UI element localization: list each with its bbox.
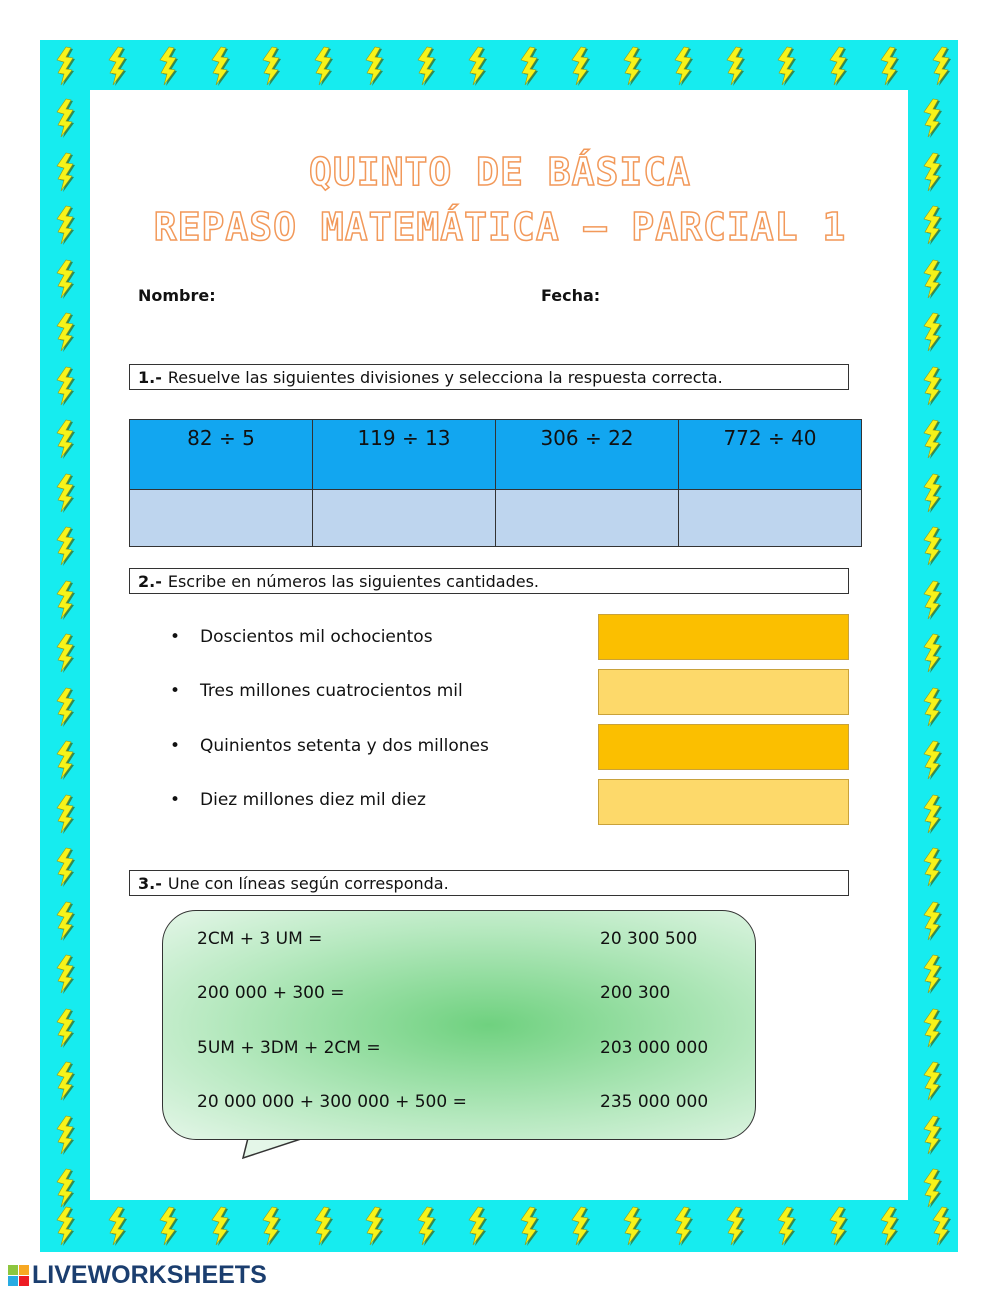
list-item: • Quinientos setenta y dos millones <box>170 736 489 756</box>
match-right[interactable]: 235 000 000 <box>600 1092 709 1112</box>
question-text: Escribe en números las siguientes cantidades. <box>167 572 539 591</box>
question-number: 3.- <box>138 874 162 893</box>
lightning-bolt-icon <box>53 98 75 138</box>
lightning-bolt-icon <box>53 152 75 192</box>
answer-select[interactable] <box>679 490 862 547</box>
lightning-bolt-icon <box>920 740 942 780</box>
lightning-bolt-icon <box>920 847 942 887</box>
lightning-bolt-icon <box>53 366 75 406</box>
lightning-bolt-icon <box>53 419 75 459</box>
answer-select[interactable] <box>496 490 679 547</box>
lightning-bolt-icon <box>53 954 75 994</box>
lightning-bolt-icon <box>774 1206 796 1246</box>
lightning-bolt-icon <box>920 794 942 834</box>
lightning-bolt-icon <box>53 205 75 245</box>
lightning-bolt-icon <box>568 1206 590 1246</box>
lightning-bolt-icon <box>920 954 942 994</box>
question-text: Une con líneas según corresponda. <box>167 874 449 893</box>
lightning-bolt-icon <box>53 259 75 299</box>
lightning-bolt-icon <box>920 580 942 620</box>
match-left[interactable]: 20 000 000 + 300 000 + 500 = <box>197 1092 467 1112</box>
lightning-bolt-icon <box>568 46 590 86</box>
lightning-bolt-icon <box>920 1115 942 1155</box>
lightning-bolt-icon <box>53 312 75 352</box>
lightning-bolt-icon <box>920 687 942 727</box>
lightning-bolt-icon <box>620 46 642 86</box>
lightning-bolt-icon <box>105 1206 127 1246</box>
brand-name: LIVEWORKSHEETS <box>32 1261 267 1289</box>
date-label: Fecha: <box>541 286 601 305</box>
match-left[interactable]: 5UM + 3DM + 2CM = <box>197 1038 381 1058</box>
lightning-bolt-icon <box>620 1206 642 1246</box>
lightning-bolt-icon <box>53 794 75 834</box>
match-left[interactable]: 2CM + 3 UM = <box>197 929 323 949</box>
lightning-bolt-icon <box>311 1206 333 1246</box>
lightning-bolt-icon <box>53 580 75 620</box>
lightning-bolt-icon <box>723 1206 745 1246</box>
lightning-bolt-icon <box>53 687 75 727</box>
lightning-bolt-icon <box>774 46 796 86</box>
answer-input[interactable] <box>598 779 849 825</box>
question-2-box <box>129 568 849 594</box>
lightning-bolt-icon <box>208 1206 230 1246</box>
lightning-bolt-icon <box>414 46 436 86</box>
lightning-bolt-icon <box>929 46 951 86</box>
lightning-bolt-icon <box>362 1206 384 1246</box>
question-1-box <box>129 364 849 390</box>
answer-input[interactable] <box>598 614 849 660</box>
lightning-bolt-icon <box>826 46 848 86</box>
lightning-bolt-icon <box>877 1206 899 1246</box>
lightning-bolt-icon <box>920 901 942 941</box>
lightning-bolt-icon <box>53 847 75 887</box>
lightning-bolt-icon <box>920 98 942 138</box>
lightning-bolt-icon <box>105 46 127 86</box>
title-line-1: QUINTO DE BÁSICA <box>308 150 692 194</box>
lightning-bolt-icon <box>465 1206 487 1246</box>
answer-select[interactable] <box>313 490 496 547</box>
lightning-bolt-icon <box>920 205 942 245</box>
question-3-box <box>129 870 849 896</box>
question-number: 1.- <box>138 368 162 387</box>
lightning-bolt-icon <box>920 419 942 459</box>
lightning-bolt-icon <box>671 1206 693 1246</box>
title-line-2: REPASO MATEMÁTICA – PARCIAL 1 <box>153 205 847 249</box>
lightning-bolt-icon <box>920 152 942 192</box>
name-label: Nombre: <box>138 286 216 305</box>
lightning-bolt-icon <box>920 259 942 299</box>
answer-select[interactable] <box>130 490 313 547</box>
lightning-bolt-icon <box>877 46 899 86</box>
match-right[interactable]: 20 300 500 <box>600 929 698 949</box>
lightning-bolt-icon <box>53 901 75 941</box>
lightning-bolt-icon <box>929 1206 951 1246</box>
lightning-bolt-icon <box>465 46 487 86</box>
lightning-bolt-icon <box>723 46 745 86</box>
division-cell: 82 ÷ 5 <box>130 420 313 490</box>
lightning-bolt-icon <box>517 1206 539 1246</box>
lightning-bolt-icon <box>920 1168 942 1208</box>
lightning-bolt-icon <box>156 46 178 86</box>
match-right[interactable]: 203 000 000 <box>600 1038 709 1058</box>
list-item: • Tres millones cuatrocientos mil <box>170 681 463 701</box>
lightning-bolt-icon <box>517 46 539 86</box>
question-number: 2.- <box>138 572 162 591</box>
lightning-bolt-icon <box>53 473 75 513</box>
logo-icon <box>8 1265 29 1286</box>
lightning-bolt-icon <box>826 1206 848 1246</box>
match-left[interactable]: 200 000 + 300 = <box>197 983 345 1003</box>
lightning-bolt-icon <box>53 526 75 566</box>
lightning-bolt-icon <box>259 46 281 86</box>
lightning-bolt-icon <box>53 1206 75 1246</box>
question-text: Resuelve las siguientes divisiones y selecciona la respuesta correcta. <box>167 368 723 387</box>
answer-input[interactable] <box>598 724 849 770</box>
division-cell: 119 ÷ 13 <box>313 420 496 490</box>
lightning-bolt-icon <box>920 473 942 513</box>
lightning-bolt-icon <box>53 46 75 86</box>
lightning-bolt-icon <box>920 526 942 566</box>
list-item: • Diez millones diez mil diez <box>170 790 426 810</box>
lightning-bolt-icon <box>671 46 693 86</box>
liveworksheets-logo <box>8 1261 267 1290</box>
lightning-bolt-icon <box>53 633 75 673</box>
lightning-bolt-icon <box>920 312 942 352</box>
lightning-bolt-icon <box>53 740 75 780</box>
lightning-bolt-icon <box>920 1061 942 1101</box>
division-table <box>129 419 862 547</box>
lightning-bolt-icon <box>362 46 384 86</box>
lightning-bolt-icon <box>259 1206 281 1246</box>
list-item: • Doscientos mil ochocientos <box>170 627 433 647</box>
lightning-bolt-icon <box>53 1168 75 1208</box>
lightning-bolt-icon <box>414 1206 436 1246</box>
lightning-bolt-icon <box>53 1115 75 1155</box>
lightning-bolt-icon <box>311 46 333 86</box>
division-cell: 772 ÷ 40 <box>679 420 862 490</box>
lightning-bolt-icon <box>53 1061 75 1101</box>
lightning-bolt-icon <box>920 633 942 673</box>
lightning-bolt-icon <box>53 1008 75 1048</box>
match-right[interactable]: 200 300 <box>600 983 671 1003</box>
lightning-bolt-icon <box>920 366 942 406</box>
lightning-bolt-icon <box>208 46 230 86</box>
lightning-bolt-icon <box>920 1008 942 1048</box>
division-cell: 306 ÷ 22 <box>496 420 679 490</box>
lightning-bolt-icon <box>156 1206 178 1246</box>
answer-input[interactable] <box>598 669 849 715</box>
